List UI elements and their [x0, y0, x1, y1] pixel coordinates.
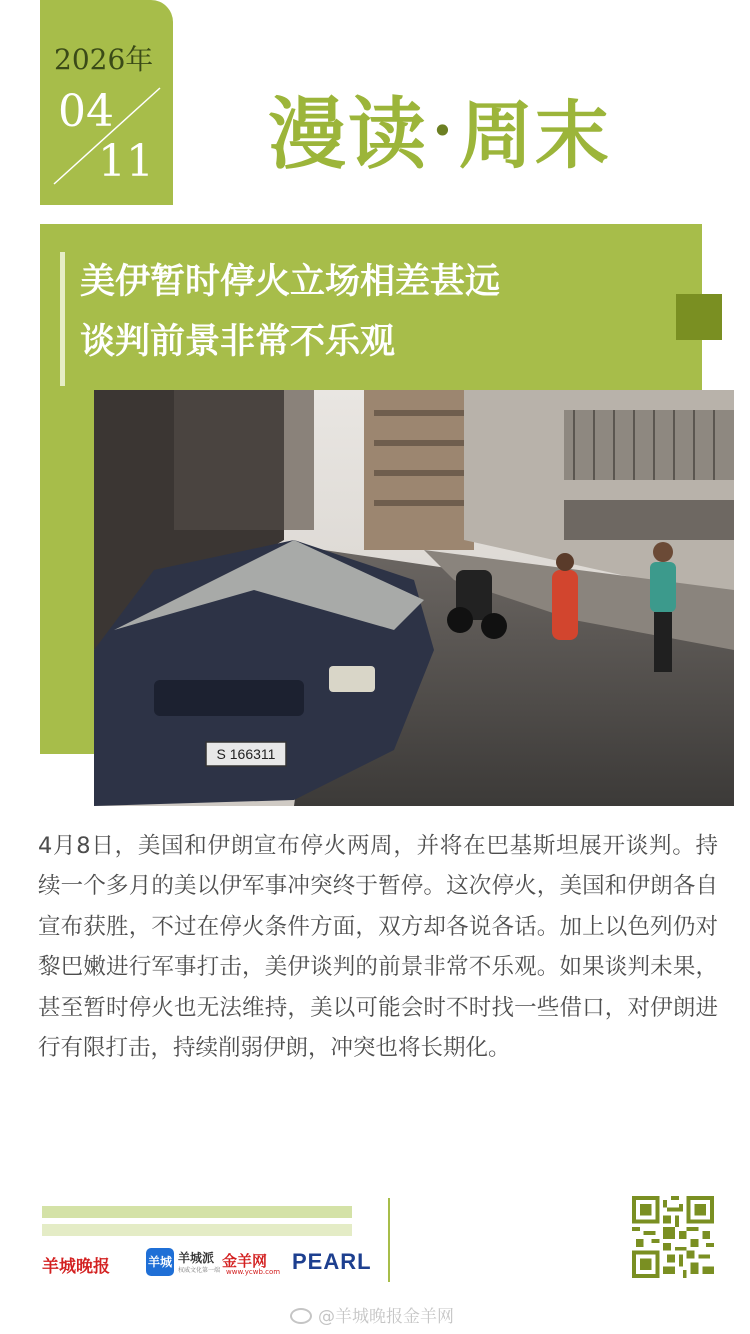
logo-jyw: 金羊网: [222, 1252, 268, 1270]
logo-jyw-sub: www.ycwb.com: [226, 1268, 281, 1276]
logo-ycp-icon: 羊城: [146, 1248, 174, 1276]
headline: [80, 252, 680, 372]
headline-line2: 谈判前景非常不乐观: [80, 322, 396, 362]
footer-bar-top: [42, 1206, 352, 1218]
news-photo: [94, 390, 734, 806]
weibo-watermark: [290, 1302, 454, 1327]
date-block: [40, 0, 173, 205]
watermark-text: @羊城晚报金羊网: [318, 1307, 454, 1327]
date-year: 2026年: [54, 43, 154, 76]
corner-square-decoration: [676, 294, 722, 340]
masthead-dot: ·: [432, 96, 455, 166]
license-plate: S 166311: [216, 746, 276, 762]
masthead-part2: 周末: [458, 93, 611, 179]
logo-ycp: 羊城派: [178, 1251, 215, 1265]
masthead-part1: 漫读: [268, 89, 429, 180]
footer-bar-bottom: [42, 1224, 352, 1236]
headline-line1: 美伊暂时停火立场相差甚远: [80, 262, 501, 302]
logo-ycp-sub: 权威文化第一端: [178, 1267, 221, 1274]
weibo-icon: [290, 1308, 312, 1324]
footer-logos: [42, 1248, 382, 1278]
qr-code-icon[interactable]: [632, 1196, 714, 1278]
logo-ycwb: 羊城晚报: [42, 1257, 110, 1277]
headline-accent-bar: [60, 252, 65, 386]
date-day: 11: [98, 136, 154, 187]
footer-divider: [388, 1198, 390, 1282]
date-month: 04: [58, 86, 114, 137]
article-body: 4月8日，美国和伊朗宣布停火两周，并将在巴基斯坦展开谈判。持续一个多月的美以伊军事冲突终于暂停。这次停火，美国和伊朗各自宣布获胜，不过在停火条件方面，双方却各说各话。加上以色列仍对黎巴嫩进行军事打击，美伊谈判的前景非常不乐观。如果谈判未果，甚至暂时停火也无法维持，美以可能会时不时找一些借口，对伊朗进行有限打击，持续削弱伊朗，冲突也将长期化。: [38, 833, 718, 1062]
logo-pearl: PEARL: [292, 1249, 372, 1274]
masthead-title: [268, 72, 611, 184]
